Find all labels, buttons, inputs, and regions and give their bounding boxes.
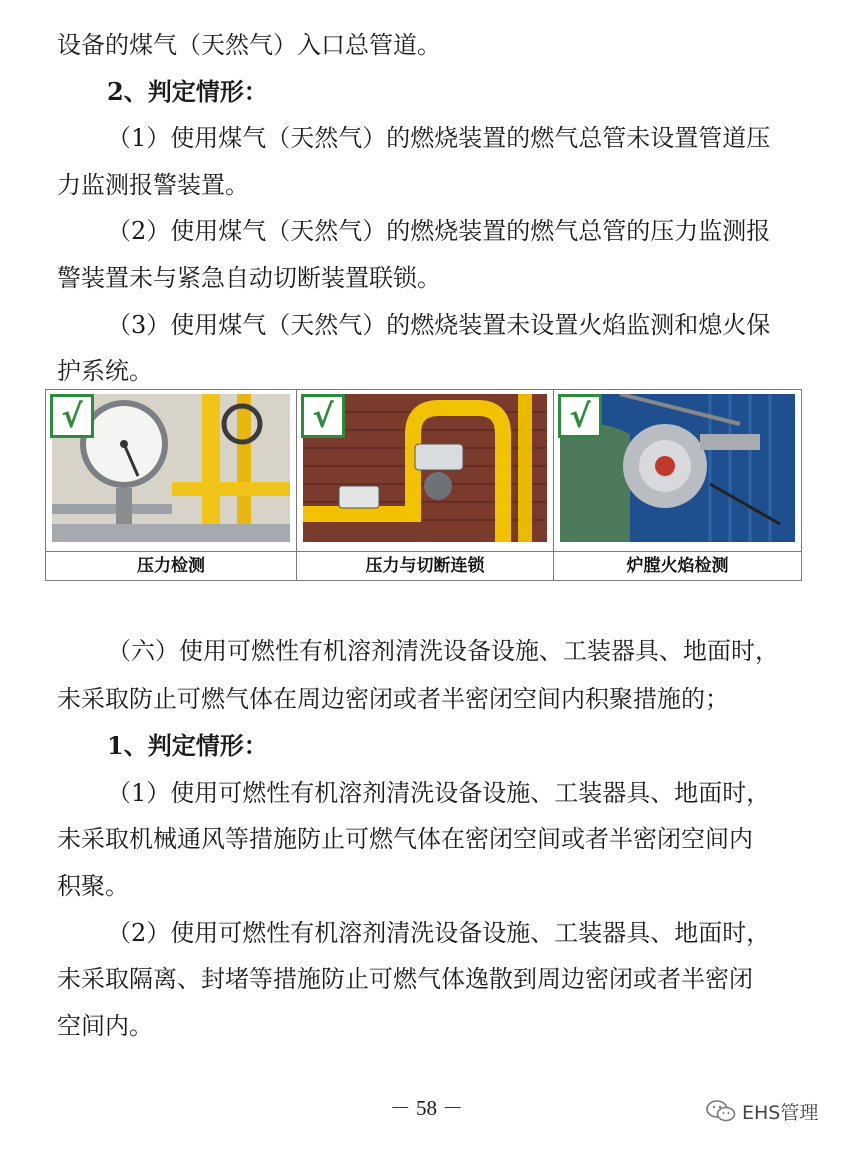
text-line: （2）使用可燃性有机溶剂清洗设备设施、工装器具、地面时， xyxy=(107,919,771,947)
text-line: 警装置未与紧急自动切断装置联锁。 xyxy=(57,264,441,292)
text-line: 未采取机械通风等措施防止可燃气体在密闭空间或者半密闭空间内 xyxy=(57,825,753,853)
text-line: 积聚。 xyxy=(57,872,129,900)
text-line: （1）使用煤气（天然气）的燃烧装置的燃气总管未设置管道压 xyxy=(107,124,771,152)
figure-caption: 压力检测 xyxy=(46,551,296,581)
text-line: 力监测报警装置。 xyxy=(57,171,249,199)
figure-cell xyxy=(553,390,801,580)
figure-table xyxy=(45,389,802,581)
text-line: 未采取防止可燃气体在周边密闭或者半密闭空间内积聚措施的； xyxy=(57,685,729,713)
section-heading: 2、判定情形： xyxy=(107,77,268,106)
text-line: 空间内。 xyxy=(57,1012,153,1040)
text-line: （1）使用可燃性有机溶剂清洗设备设施、工装器具、地面时， xyxy=(107,779,771,807)
text-line: 设备的煤气（天然气）入口总管道。 xyxy=(57,31,441,59)
figure-caption: 压力与切断连锁 xyxy=(297,551,553,581)
section-heading: 1、判定情形： xyxy=(107,731,268,760)
wechat-icon xyxy=(706,1099,736,1123)
watermark-label: EHS管理 xyxy=(742,1101,819,1124)
check-mark-icon: √ xyxy=(50,394,94,438)
text-line: 护系统。 xyxy=(57,357,153,385)
check-mark-icon: √ xyxy=(558,394,602,438)
text-line: 未采取隔离、封堵等措施防止可燃气体逸散到周边密闭或者半密闭 xyxy=(57,965,753,993)
text-line: （3）使用煤气（天然气）的燃烧装置未设置火焰监测和熄火保 xyxy=(107,311,771,339)
figure-cell xyxy=(296,390,553,580)
figure-cell xyxy=(46,390,296,580)
check-mark-icon: √ xyxy=(301,394,345,438)
text-line: （2）使用煤气（天然气）的燃烧装置的燃气总管的压力监测报 xyxy=(107,217,771,245)
figure-caption: 炉膛火焰检测 xyxy=(554,551,801,581)
page-number: － 58 － xyxy=(389,1096,464,1120)
watermark xyxy=(706,1097,818,1125)
text-line: （六）使用可燃性有机溶剂清洗设备设施、工装器具、地面时， xyxy=(107,637,779,665)
